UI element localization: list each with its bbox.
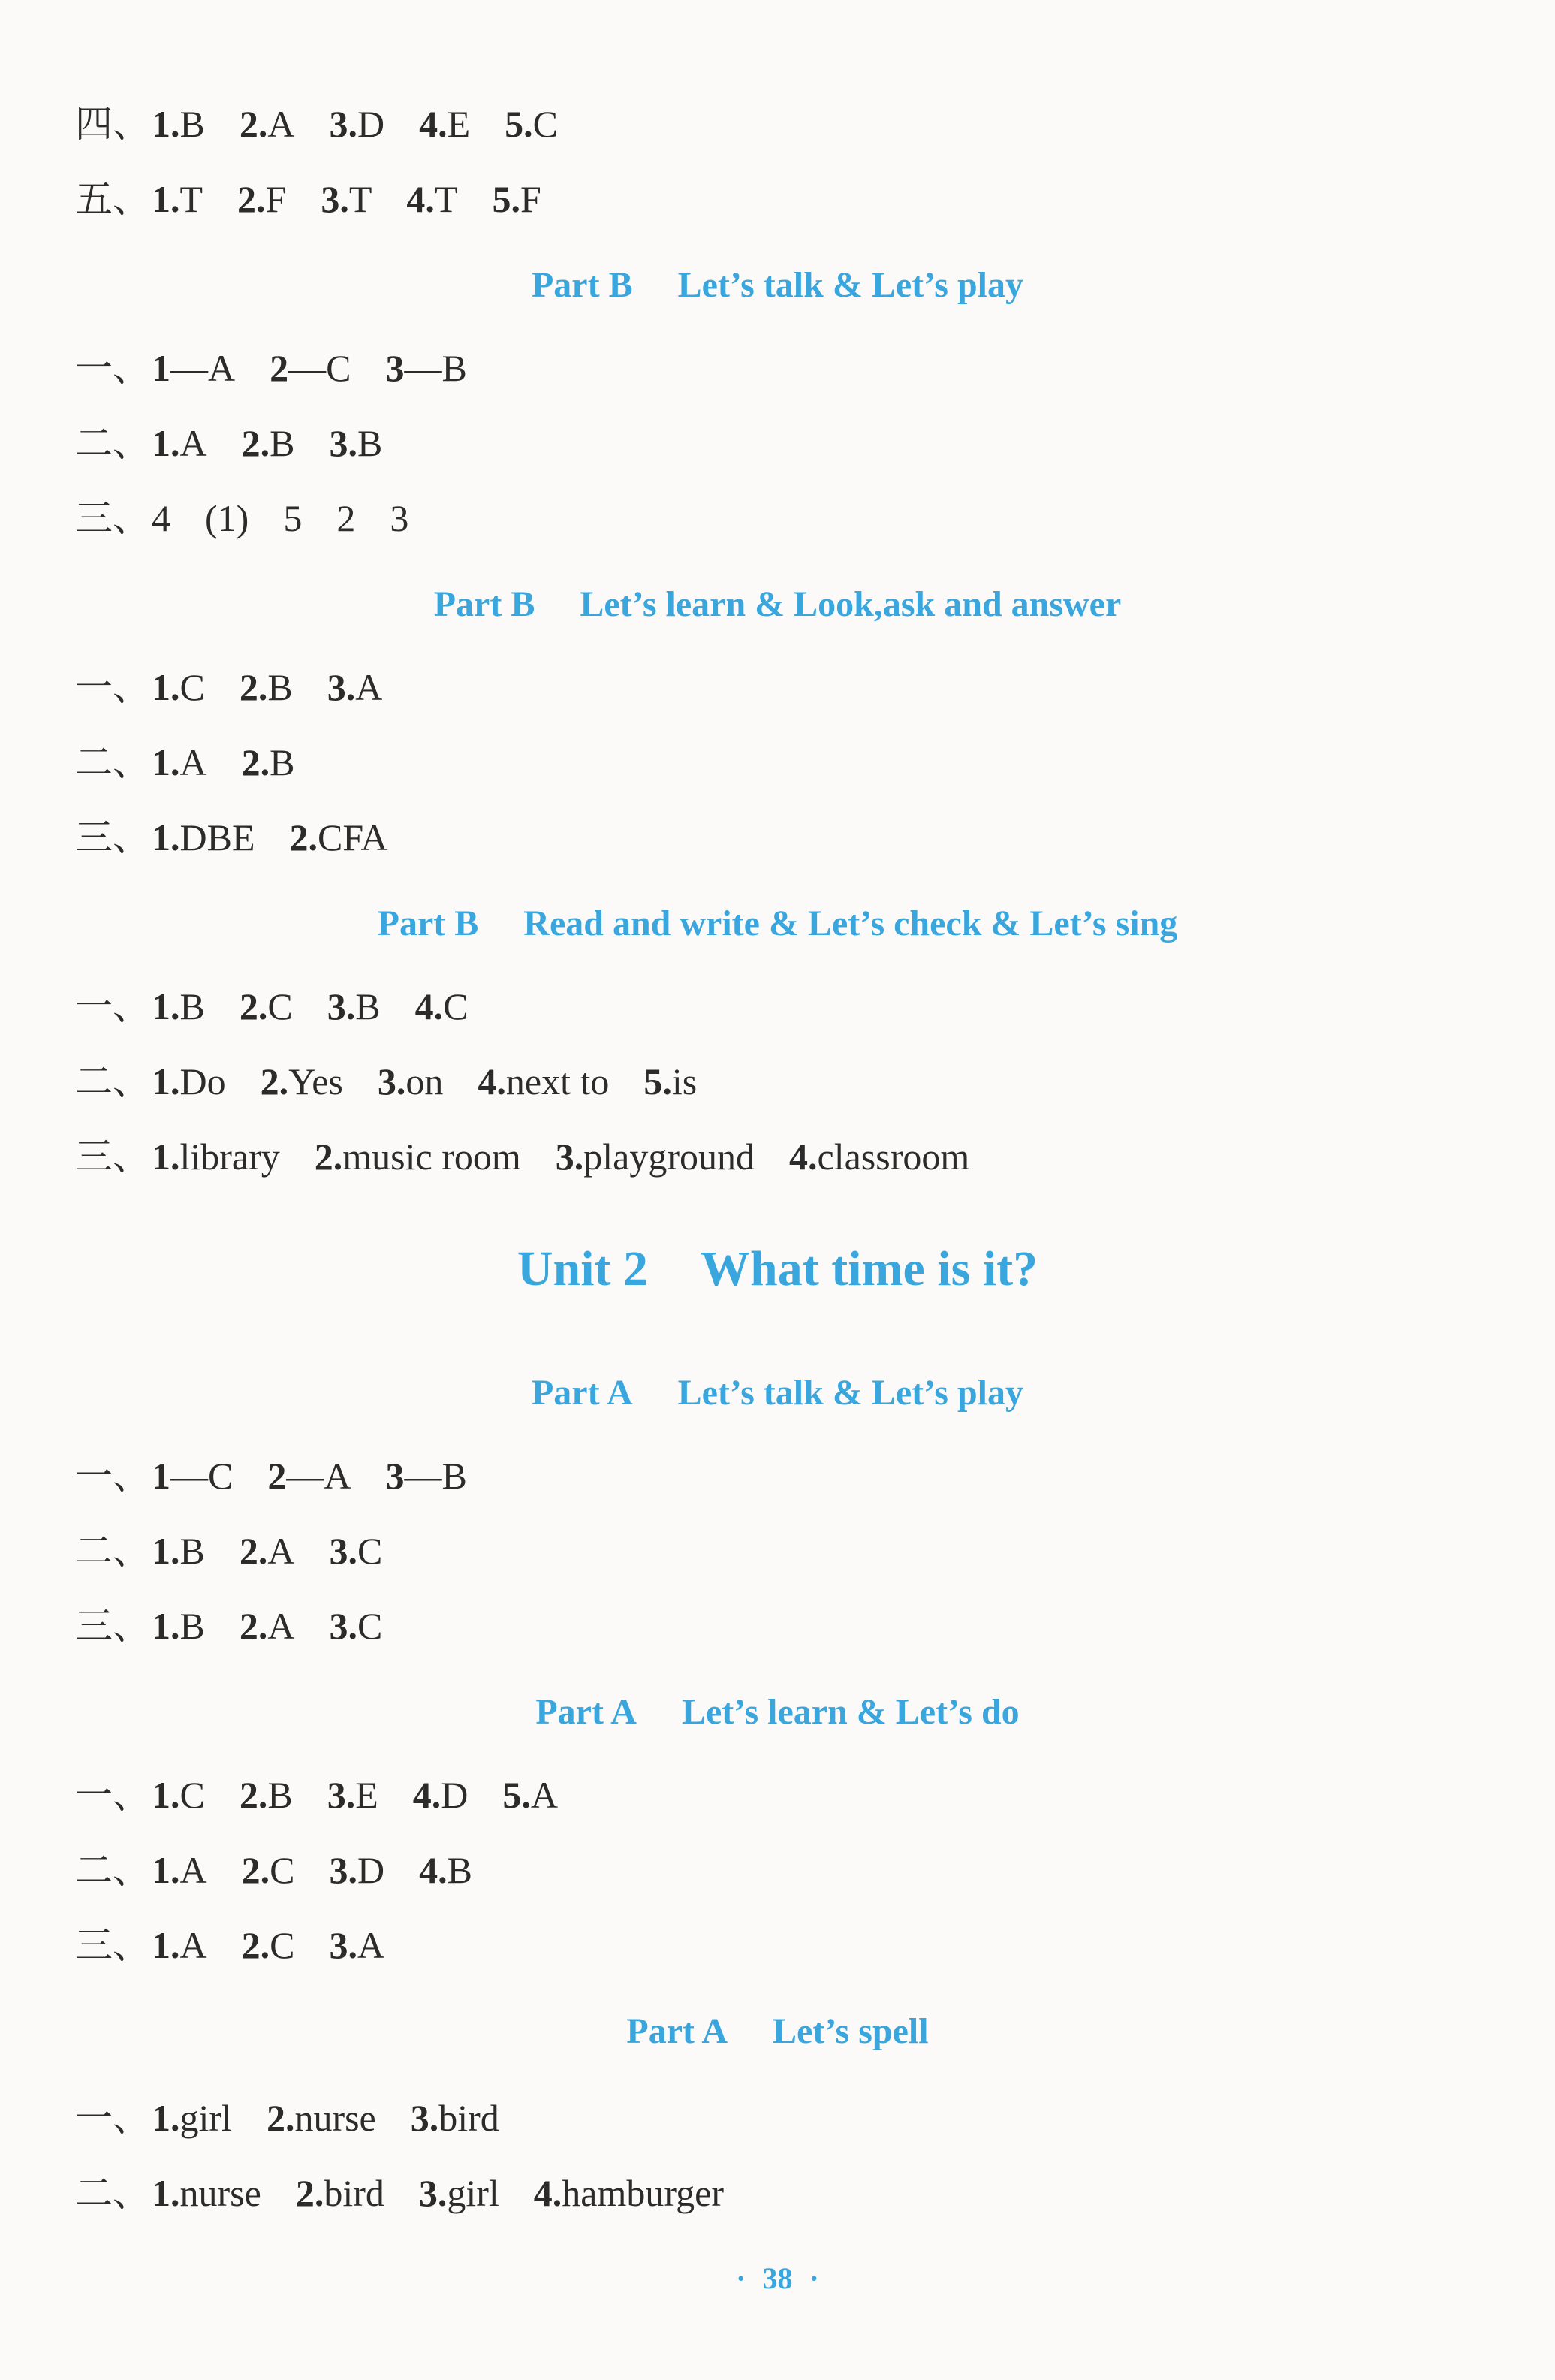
section-heading <box>0 582 1555 627</box>
answer-item <box>261 1059 343 1104</box>
answer-line <box>75 496 443 541</box>
item-number: 2. <box>239 985 268 1027</box>
answer-line <box>75 815 423 860</box>
item-answer: B <box>270 741 295 783</box>
item-answer: T <box>434 178 458 220</box>
answer-item <box>385 345 466 391</box>
item-number: 3. <box>329 422 357 464</box>
item-answer: 2 <box>336 497 356 539</box>
item-answer: T <box>348 178 372 220</box>
item-number: 4. <box>478 1060 506 1103</box>
item-number: 1. <box>152 1774 180 1816</box>
answer-item <box>329 1923 384 1968</box>
item-answer: next to <box>505 1060 610 1103</box>
item-answer: B <box>179 1530 205 1572</box>
section-heading <box>0 1690 1555 1735</box>
section-title: Let’s spell <box>773 2011 929 2051</box>
item-number: 2. <box>241 1849 270 1891</box>
question-number: 二、 <box>75 1530 150 1572</box>
answer-item <box>411 2095 499 2140</box>
item-answer: D <box>357 1849 385 1891</box>
question-number: 三、 <box>75 497 150 539</box>
answer-item <box>152 1923 207 1968</box>
item-answer: —C <box>288 347 351 389</box>
item-answer: on <box>405 1060 444 1103</box>
answer-item <box>152 1528 205 1573</box>
answer-item <box>152 2095 232 2140</box>
answer-item <box>643 1059 697 1104</box>
answer-line <box>75 1923 419 1968</box>
answer-item <box>242 1848 295 1893</box>
item-answer: C <box>357 1605 383 1647</box>
page-number <box>0 2261 1555 2296</box>
question-number: 二、 <box>75 422 150 464</box>
item-answer: A <box>179 422 207 464</box>
answer-line <box>75 740 329 785</box>
item-answer: C <box>179 666 205 708</box>
section-part: Part A <box>535 1692 637 1732</box>
item-number: 3. <box>377 1060 406 1103</box>
answer-item <box>240 1772 293 1817</box>
item-number: 4. <box>414 985 444 1027</box>
answer-item <box>321 176 372 222</box>
item-number: 2. <box>241 1924 270 1966</box>
item-answer: is <box>671 1060 698 1103</box>
unit-title <box>0 1239 1555 1299</box>
answer-item <box>327 665 383 710</box>
item-answer: A <box>179 1849 207 1891</box>
item-answer: B <box>179 985 205 1027</box>
answer-item <box>152 1848 207 1893</box>
item-number: 1. <box>152 741 180 783</box>
answer-item <box>152 176 203 222</box>
answer-item <box>413 1772 469 1817</box>
answer-item <box>385 1453 466 1498</box>
item-answer: B <box>179 1605 205 1647</box>
item-number: 2. <box>295 2172 324 2214</box>
item-number: 3. <box>418 2172 448 2214</box>
answer-item <box>378 1059 444 1104</box>
item-answer: B <box>357 422 383 464</box>
answer-line <box>75 1528 417 1573</box>
answer-item <box>152 984 205 1029</box>
item-answer: —B <box>404 1455 467 1497</box>
question-number: 四、 <box>75 103 150 145</box>
item-answer: F <box>265 178 287 220</box>
item-number: 1 <box>152 1455 170 1497</box>
question-number: 一、 <box>75 666 150 708</box>
answer-item <box>419 1848 472 1893</box>
item-number: 3. <box>327 985 356 1027</box>
item-number: 1. <box>152 2097 180 2139</box>
item-answer: —A <box>286 1455 351 1497</box>
item-answer: E <box>447 103 471 145</box>
answer-item <box>240 665 293 710</box>
answer-item <box>267 1453 351 1498</box>
answer-item <box>336 496 355 541</box>
item-answer: C <box>270 1849 295 1891</box>
question-number: 三、 <box>75 816 150 858</box>
unit-name: What time is it? <box>701 1241 1038 1296</box>
item-answer: girl <box>447 2172 499 2214</box>
answer-item <box>237 176 286 222</box>
item-number: 1. <box>152 816 180 858</box>
item-answer: —A <box>170 347 236 389</box>
item-answer: A <box>357 1924 385 1966</box>
answer-line <box>75 176 576 222</box>
item-answer: —B <box>404 347 467 389</box>
question-number: 三、 <box>75 1924 150 1966</box>
answer-item <box>296 2170 384 2216</box>
item-answer: C <box>443 985 469 1027</box>
answer-item <box>283 496 302 541</box>
item-answer: C <box>357 1530 383 1572</box>
answer-line <box>75 2170 758 2216</box>
item-answer: classroom <box>817 1136 970 1178</box>
answer-line <box>75 984 502 1029</box>
item-number: 4. <box>789 1136 818 1178</box>
item-number: 3. <box>327 1774 356 1816</box>
item-answer: A <box>267 1530 295 1572</box>
answer-item <box>152 1134 280 1179</box>
item-number: 1. <box>152 666 180 708</box>
answer-item <box>505 101 558 146</box>
item-answer: F <box>520 178 541 220</box>
item-number: 5. <box>643 1060 672 1103</box>
answer-item <box>415 984 469 1029</box>
item-number: 3. <box>329 1924 357 1966</box>
answer-item <box>152 740 207 785</box>
answer-item <box>205 496 249 541</box>
item-answer: bird <box>324 2172 384 2214</box>
item-number: 1. <box>152 1530 180 1572</box>
item-number: 1. <box>152 178 180 220</box>
item-answer: C <box>270 1924 295 1966</box>
answer-line <box>75 1059 731 1104</box>
answer-item <box>240 101 295 146</box>
item-number: 1. <box>152 103 180 145</box>
item-number: 1. <box>152 422 180 464</box>
item-number: 1. <box>152 1136 180 1178</box>
section-heading <box>0 901 1555 946</box>
item-number: 1 <box>152 347 170 389</box>
answer-item <box>152 815 255 860</box>
answer-line <box>75 1453 502 1498</box>
answer-item <box>242 1923 295 1968</box>
item-answer: B <box>267 1774 293 1816</box>
item-number: 1. <box>152 1605 180 1647</box>
section-title: Let’s talk & Let’s play <box>677 1373 1024 1413</box>
item-number: 3. <box>555 1136 584 1178</box>
answer-item <box>502 1772 558 1817</box>
answer-item <box>152 101 205 146</box>
answer-line <box>75 421 417 466</box>
item-answer: 5 <box>283 497 303 539</box>
answer-item <box>152 665 205 710</box>
item-number: 4. <box>419 1849 448 1891</box>
page-number-dot-left: · <box>736 2261 746 2295</box>
item-number: 3. <box>410 2097 439 2139</box>
section-heading <box>0 1371 1555 1416</box>
answer-item <box>152 345 235 391</box>
item-number: 3. <box>329 1530 357 1572</box>
section-title: Let’s learn & Let’s do <box>681 1692 1020 1732</box>
item-answer: B <box>179 103 205 145</box>
item-answer: D <box>441 1774 469 1816</box>
answer-line <box>75 665 417 710</box>
item-number: 2. <box>239 103 268 145</box>
page-number-dot-right: · <box>809 2261 819 2295</box>
item-number: 4. <box>419 103 448 145</box>
item-answer: library <box>179 1136 280 1178</box>
item-number: 2. <box>260 1060 289 1103</box>
item-number: 2. <box>289 816 318 858</box>
answer-item <box>327 984 381 1029</box>
item-number: 3. <box>329 1605 357 1647</box>
item-answer: A <box>179 741 207 783</box>
answer-item <box>152 1603 205 1649</box>
item-number: 2. <box>314 1136 343 1178</box>
item-number: 1. <box>152 1849 180 1891</box>
answer-item <box>327 1772 378 1817</box>
item-answer: A <box>530 1774 558 1816</box>
answer-item <box>789 1134 969 1179</box>
item-answer: nurse <box>294 2097 376 2139</box>
item-answer: D <box>357 103 385 145</box>
item-answer: A <box>179 1924 207 1966</box>
item-number: 3. <box>329 1849 357 1891</box>
section-title: Let’s learn & Look,ask and answer <box>580 584 1122 624</box>
unit-number: Unit 2 <box>517 1241 649 1296</box>
item-answer: 4 <box>152 497 170 539</box>
item-number: 4. <box>412 1774 441 1816</box>
answer-item <box>492 176 541 222</box>
answer-item <box>556 1134 755 1179</box>
section-part: Part B <box>531 265 633 305</box>
item-number: 3 <box>385 347 405 389</box>
answer-item <box>240 1603 295 1649</box>
item-number: 2. <box>241 741 270 783</box>
item-answer: (1) <box>205 497 249 539</box>
item-answer: C <box>267 985 293 1027</box>
answer-item <box>329 421 382 466</box>
answer-item <box>419 101 470 146</box>
question-number: 二、 <box>75 1060 150 1103</box>
question-number: 一、 <box>75 1455 150 1497</box>
item-answer: hamburger <box>562 2172 724 2214</box>
item-answer: T <box>179 178 203 220</box>
section-part: Part A <box>531 1373 633 1413</box>
item-number: 2. <box>239 1530 268 1572</box>
answer-item <box>242 421 295 466</box>
item-answer: playground <box>583 1136 755 1178</box>
answer-item <box>329 1848 384 1893</box>
item-number: 2 <box>270 347 289 389</box>
question-number: 一、 <box>75 1774 150 1816</box>
answer-item <box>390 496 408 541</box>
answer-item <box>242 740 295 785</box>
answer-item <box>329 1603 382 1649</box>
answer-item <box>240 1528 295 1573</box>
answer-item <box>406 176 457 222</box>
item-number: 3. <box>327 666 356 708</box>
item-number: 1. <box>152 1924 180 1966</box>
item-answer: girl <box>179 2097 232 2139</box>
answer-line <box>75 1134 1004 1179</box>
section-title: Let’s talk & Let’s play <box>677 265 1024 305</box>
item-answer: C <box>179 1774 205 1816</box>
answer-line <box>75 345 502 391</box>
question-number: 二、 <box>75 2172 150 2214</box>
question-number: 一、 <box>75 347 150 389</box>
item-answer: B <box>270 422 295 464</box>
item-answer: C <box>532 103 558 145</box>
item-number: 2. <box>241 422 270 464</box>
answer-line <box>75 1603 417 1649</box>
item-answer: bird <box>438 2097 499 2139</box>
item-number: 3. <box>321 178 349 220</box>
item-number: 3. <box>329 103 357 145</box>
item-answer: B <box>447 1849 472 1891</box>
item-number: 1. <box>152 2172 180 2214</box>
answer-item <box>315 1134 521 1179</box>
item-answer: B <box>267 666 293 708</box>
item-answer: nurse <box>179 2172 261 2214</box>
answer-item <box>270 345 351 391</box>
item-number: 1. <box>152 985 180 1027</box>
question-number: 一、 <box>75 985 150 1027</box>
item-number: 3 <box>385 1455 405 1497</box>
answer-item <box>329 1528 382 1573</box>
item-answer: music room <box>342 1136 521 1178</box>
answer-item <box>419 2170 499 2216</box>
item-answer: —C <box>170 1455 234 1497</box>
item-answer: E <box>355 1774 378 1816</box>
item-number: 5. <box>502 1774 531 1816</box>
answer-line <box>75 101 592 146</box>
answer-item <box>152 496 170 541</box>
page-number-value: 38 <box>762 2261 793 2295</box>
answer-item <box>534 2170 724 2216</box>
item-answer: DBE <box>179 816 255 858</box>
question-number: 三、 <box>75 1605 150 1647</box>
section-part: Part B <box>433 584 535 624</box>
answer-item <box>240 984 293 1029</box>
answer-line <box>75 1848 507 1893</box>
item-answer: A <box>355 666 383 708</box>
item-number: 2 <box>267 1455 287 1497</box>
item-number: 1. <box>152 1060 180 1103</box>
question-number: 五、 <box>75 178 150 220</box>
item-number: 4. <box>533 2172 562 2214</box>
item-number: 2. <box>237 178 266 220</box>
item-answer: B <box>355 985 381 1027</box>
item-number: 2. <box>239 1605 268 1647</box>
answer-line <box>75 1772 592 1817</box>
item-answer: CFA <box>318 816 388 858</box>
answer-item <box>329 101 384 146</box>
answer-item <box>152 1772 205 1817</box>
answer-item <box>478 1059 609 1104</box>
item-number: 2. <box>266 2097 295 2139</box>
answer-item <box>152 2170 261 2216</box>
section-part: Part A <box>626 2011 728 2051</box>
question-number: 三、 <box>75 1136 150 1178</box>
answer-item <box>267 2095 376 2140</box>
section-title: Read and write & Let’s check & Let’s sing <box>523 903 1178 943</box>
question-number: 二、 <box>75 1849 150 1891</box>
section-heading <box>0 263 1555 308</box>
item-number: 4. <box>406 178 435 220</box>
item-number: 2. <box>239 1774 268 1816</box>
item-number: 2. <box>239 666 268 708</box>
section-part: Part B <box>377 903 479 943</box>
section-heading <box>0 2009 1555 2054</box>
question-number: 一、 <box>75 2097 150 2139</box>
item-number: 5. <box>505 103 533 145</box>
item-answer: A <box>267 1605 295 1647</box>
answer-item <box>152 421 207 466</box>
item-number: 5. <box>492 178 520 220</box>
item-answer: 3 <box>390 497 409 539</box>
answer-item <box>152 1453 233 1498</box>
answer-item <box>290 815 388 860</box>
question-number: 二、 <box>75 741 150 783</box>
answer-line <box>75 2095 534 2140</box>
item-answer: Yes <box>288 1060 343 1103</box>
item-answer: Do <box>179 1060 226 1103</box>
item-answer: A <box>267 103 295 145</box>
answer-item <box>152 1059 226 1104</box>
